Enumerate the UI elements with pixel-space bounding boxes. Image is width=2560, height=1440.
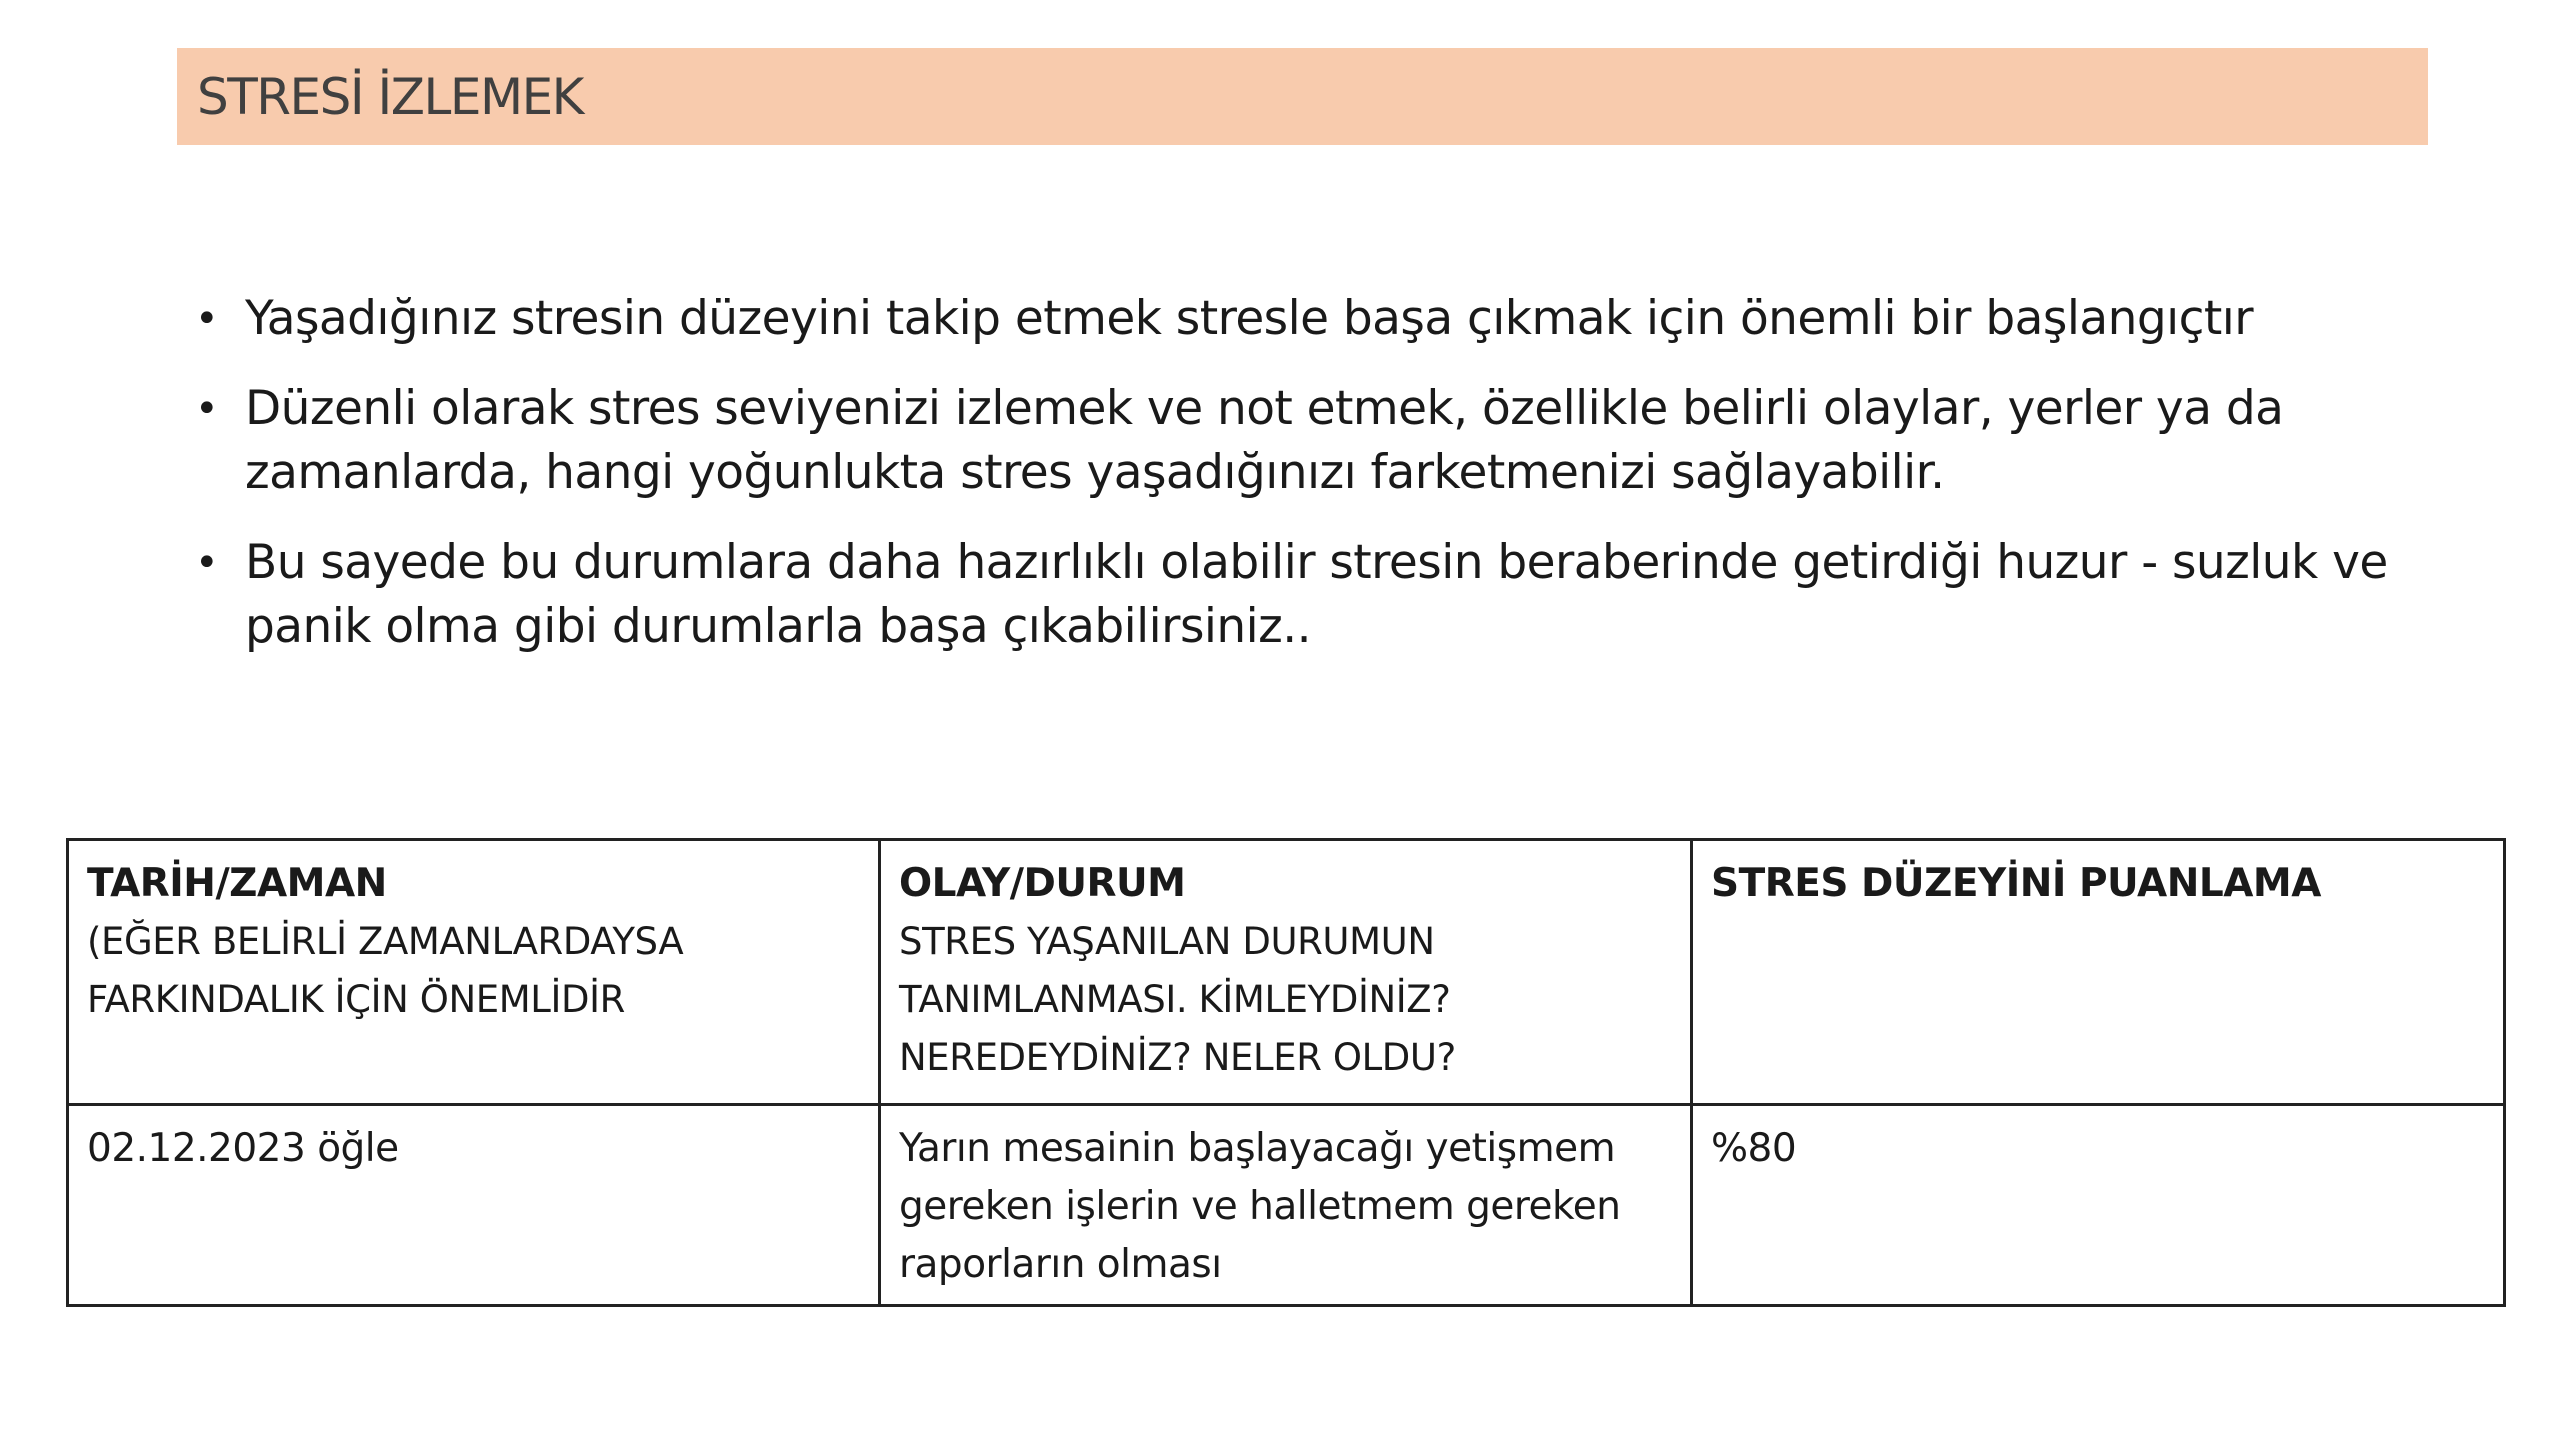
- header-cell-stress-rating: [1692, 840, 2505, 1105]
- header-cell-event: [880, 840, 1692, 1105]
- table-cell-rating: %80: [1692, 1105, 2505, 1306]
- bullet-text: Düzenli olarak stres seviyenizi izlemek ve not etmek, özellikle belirli olaylar, yerler ya da zamanlarda, hangi yoğunlukta stres yaşadığınızı farketmenizi sağlayabilir.: [245, 381, 2284, 500]
- title-bar: [177, 48, 2428, 145]
- slide-title: STRESİ İZLEMEK: [197, 67, 583, 126]
- bullet-dot-icon: •: [195, 296, 219, 342]
- table-row: [68, 1105, 2505, 1306]
- column-title: TARİH/ZAMAN: [87, 861, 387, 906]
- stress-log-table: [66, 838, 2506, 1307]
- column-subtitle: (EĞER BELİRLİ ZAMANLARDAYSA FARKINDALIK İÇİN ÖNEMLİDİR: [87, 920, 684, 1021]
- bullet-item: [190, 287, 2420, 351]
- bullet-dot-icon: •: [195, 386, 219, 432]
- table-header-row: [68, 840, 2505, 1105]
- header-cell-date-time: [68, 840, 880, 1105]
- bullet-text: Bu sayede bu durumlara daha hazırlıklı olabilir stresin beraberinde getirdiği huzur - suzluk ve panik olma gibi durumlarla başa çıkabilirsiniz..: [245, 535, 2388, 654]
- table-cell-date: 02.12.2023 öğle: [68, 1105, 880, 1306]
- bullet-item: [190, 531, 2420, 659]
- column-title: OLAY/DURUM: [899, 861, 1186, 906]
- column-title: STRES DÜZEYİNİ PUANLAMA: [1711, 861, 2321, 906]
- column-subtitle: STRES YAŞANILAN DURUMUN TANIMLANMASI. KİMLEYDİNİZ? NEREDEYDİNİZ? NELER OLDU?: [899, 920, 1456, 1079]
- bullet-dot-icon: •: [195, 540, 219, 586]
- bullet-item: [190, 377, 2420, 505]
- bullet-list: [190, 287, 2420, 685]
- bullet-text: Yaşadığınız stresin düzeyini takip etmek stresle başa çıkmak için önemli bir başlangıçtır: [245, 291, 2254, 346]
- table-cell-event: Yarın mesainin başlayacağı yetişmem gereken işlerin ve halletmem gereken raporların olması: [880, 1105, 1692, 1306]
